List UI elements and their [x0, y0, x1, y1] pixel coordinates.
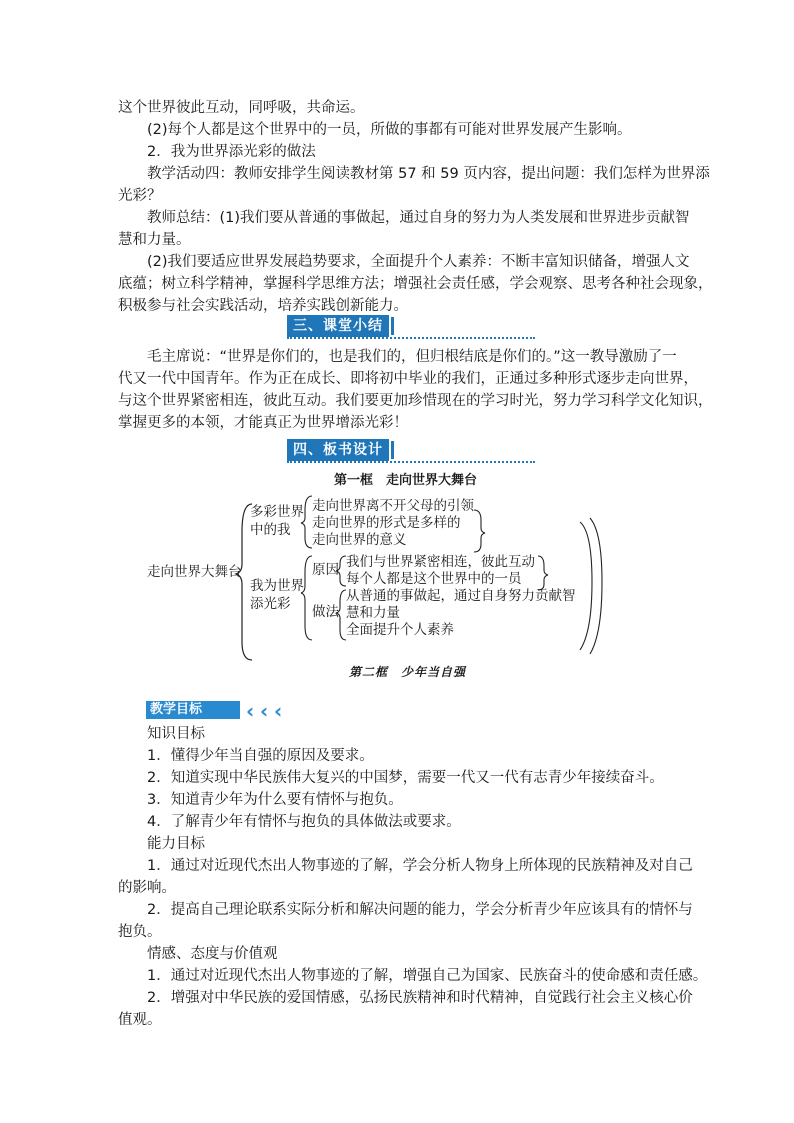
reason-item: 每个人都是这个世界中的一员	[346, 571, 522, 587]
chevron-left-icon: ‹	[246, 699, 255, 723]
banner-label: 教学目标	[146, 701, 240, 719]
branch2-label: 我为世界	[250, 578, 304, 594]
subheading: 情感、态度与价值观	[147, 946, 278, 962]
text-line: 1．懂得少年当自强的原因及要求。	[147, 748, 374, 764]
chevron-left-icon: ‹	[232, 699, 241, 723]
branch1-label: 多彩世界	[250, 504, 304, 520]
text-line: 值观。	[118, 1012, 162, 1028]
subheading: 能力目标	[147, 836, 205, 852]
text-line: 与这个世界紧密相连，彼此互动。我们要更加珍惜现在的学习时光，努力学习科学文化知识，	[118, 393, 713, 409]
branch1-item: 走向世界的意义	[312, 532, 407, 548]
text-line: 这个世界彼此互动，同呼吸，共命运。	[118, 100, 365, 116]
text-line: 2．知道实现中华民族伟大复兴的中国梦，需要一代又一代有志青少年接续奋斗。	[147, 770, 664, 786]
section-marker	[391, 441, 394, 459]
text-line: 毛主席说：“世界是你们的，也是我们的，但归根结底是你们的。”这一教导激励了一	[147, 349, 677, 365]
reason-item: 我们与世界紧密相连，彼此互动	[346, 554, 535, 570]
chevron-left-icon: ‹	[260, 699, 269, 723]
subheading: 知识目标	[147, 726, 205, 742]
text-line: 积极参与社会实践活动，培养实践创新能力。	[118, 298, 408, 314]
text-line: 2．提高自己理论联系实际分析和解决问题的能力，学会分析青少年应该具有的情怀与	[147, 902, 693, 918]
subheading: 2．我为世界添光彩的做法	[147, 144, 316, 160]
text-line: 4．了解青少年有情怀与抱负的具体做法或要求。	[147, 814, 461, 830]
text-line: 1．通过对近现代杰出人物事迹的了解，增强自己为国家、民族奋斗的使命感和责任感。	[147, 968, 708, 984]
text-line: (2)我们要适应世界发展趋势要求，全面提升个人素养：不断丰富知识储备，增强人文	[147, 254, 690, 270]
text-line: 光彩？	[118, 188, 162, 204]
text-line: 慧和力量。	[118, 232, 191, 248]
lesson-title: 第二框 少年当自强	[349, 665, 467, 679]
text-line: 代又一代中国青年。作为正在成长、即将初中毕业的我们，正通过多种形式逐步走向世界，	[118, 371, 698, 387]
text-line: 抱负。	[118, 924, 162, 940]
method-label: 做法	[312, 604, 339, 620]
text-line: 教师总结：(1)我们要从普通的事做起，通过自身的努力为人类发展和世界进步贡献智	[147, 210, 690, 226]
teaching-goals-banner	[146, 699, 283, 723]
branch1-item: 走向世界的形式是多样的	[312, 515, 461, 531]
section-marker	[391, 317, 394, 335]
text-line: 掌握更多的本领，才能真正为世界增添光彩！	[118, 415, 408, 431]
reason-label: 原因	[312, 562, 339, 578]
chevron-left-icon: ‹	[274, 699, 283, 723]
section-heading-board	[287, 439, 535, 461]
section-title: 三、课堂小结	[287, 315, 389, 337]
text-line: 3．知道青少年为什么要有情怀与抱负。	[147, 792, 403, 808]
branch1-item: 走向世界离不开父母的引领	[312, 498, 474, 514]
method-item: 慧和力量	[346, 605, 400, 621]
text-line: 1．通过对近现代杰出人物事迹的了解，学会分析人物身上所体现的民族精神及对自己	[147, 858, 693, 874]
board-root-label: 走向世界大舞台	[147, 564, 242, 580]
text-line: (2)每个人都是这个世界中的一员，所做的事都有可能对世界发展产生影响。	[147, 122, 632, 138]
section-title: 四、板书设计	[287, 439, 389, 461]
divider	[287, 337, 535, 339]
text-line: 底蕴；树立科学精神，掌握科学思维方法；增强社会责任感，学会观察、思考各种社会现象，	[118, 276, 713, 292]
text-line: 教学活动四：教师安排学生阅读教材第 57 和 59 页内容，提出问题：我们怎样为世界添	[147, 166, 710, 182]
section-heading-summary	[287, 315, 535, 337]
branch2-label: 添光彩	[250, 596, 291, 612]
divider	[287, 461, 535, 463]
method-item: 全面提升个人素养	[346, 622, 454, 638]
method-item: 从普通的事做起，通过自身努力贡献智	[346, 588, 576, 604]
text-line: 的影响。	[118, 880, 176, 896]
board-title: 第一框 走向世界大舞台	[334, 473, 478, 488]
text-line: 2．增强对中华民族的爱国情感，弘扬民族精神和时代精神，自觉践行社会主义核心价	[147, 990, 693, 1006]
branch1-label: 中的我	[250, 522, 291, 538]
